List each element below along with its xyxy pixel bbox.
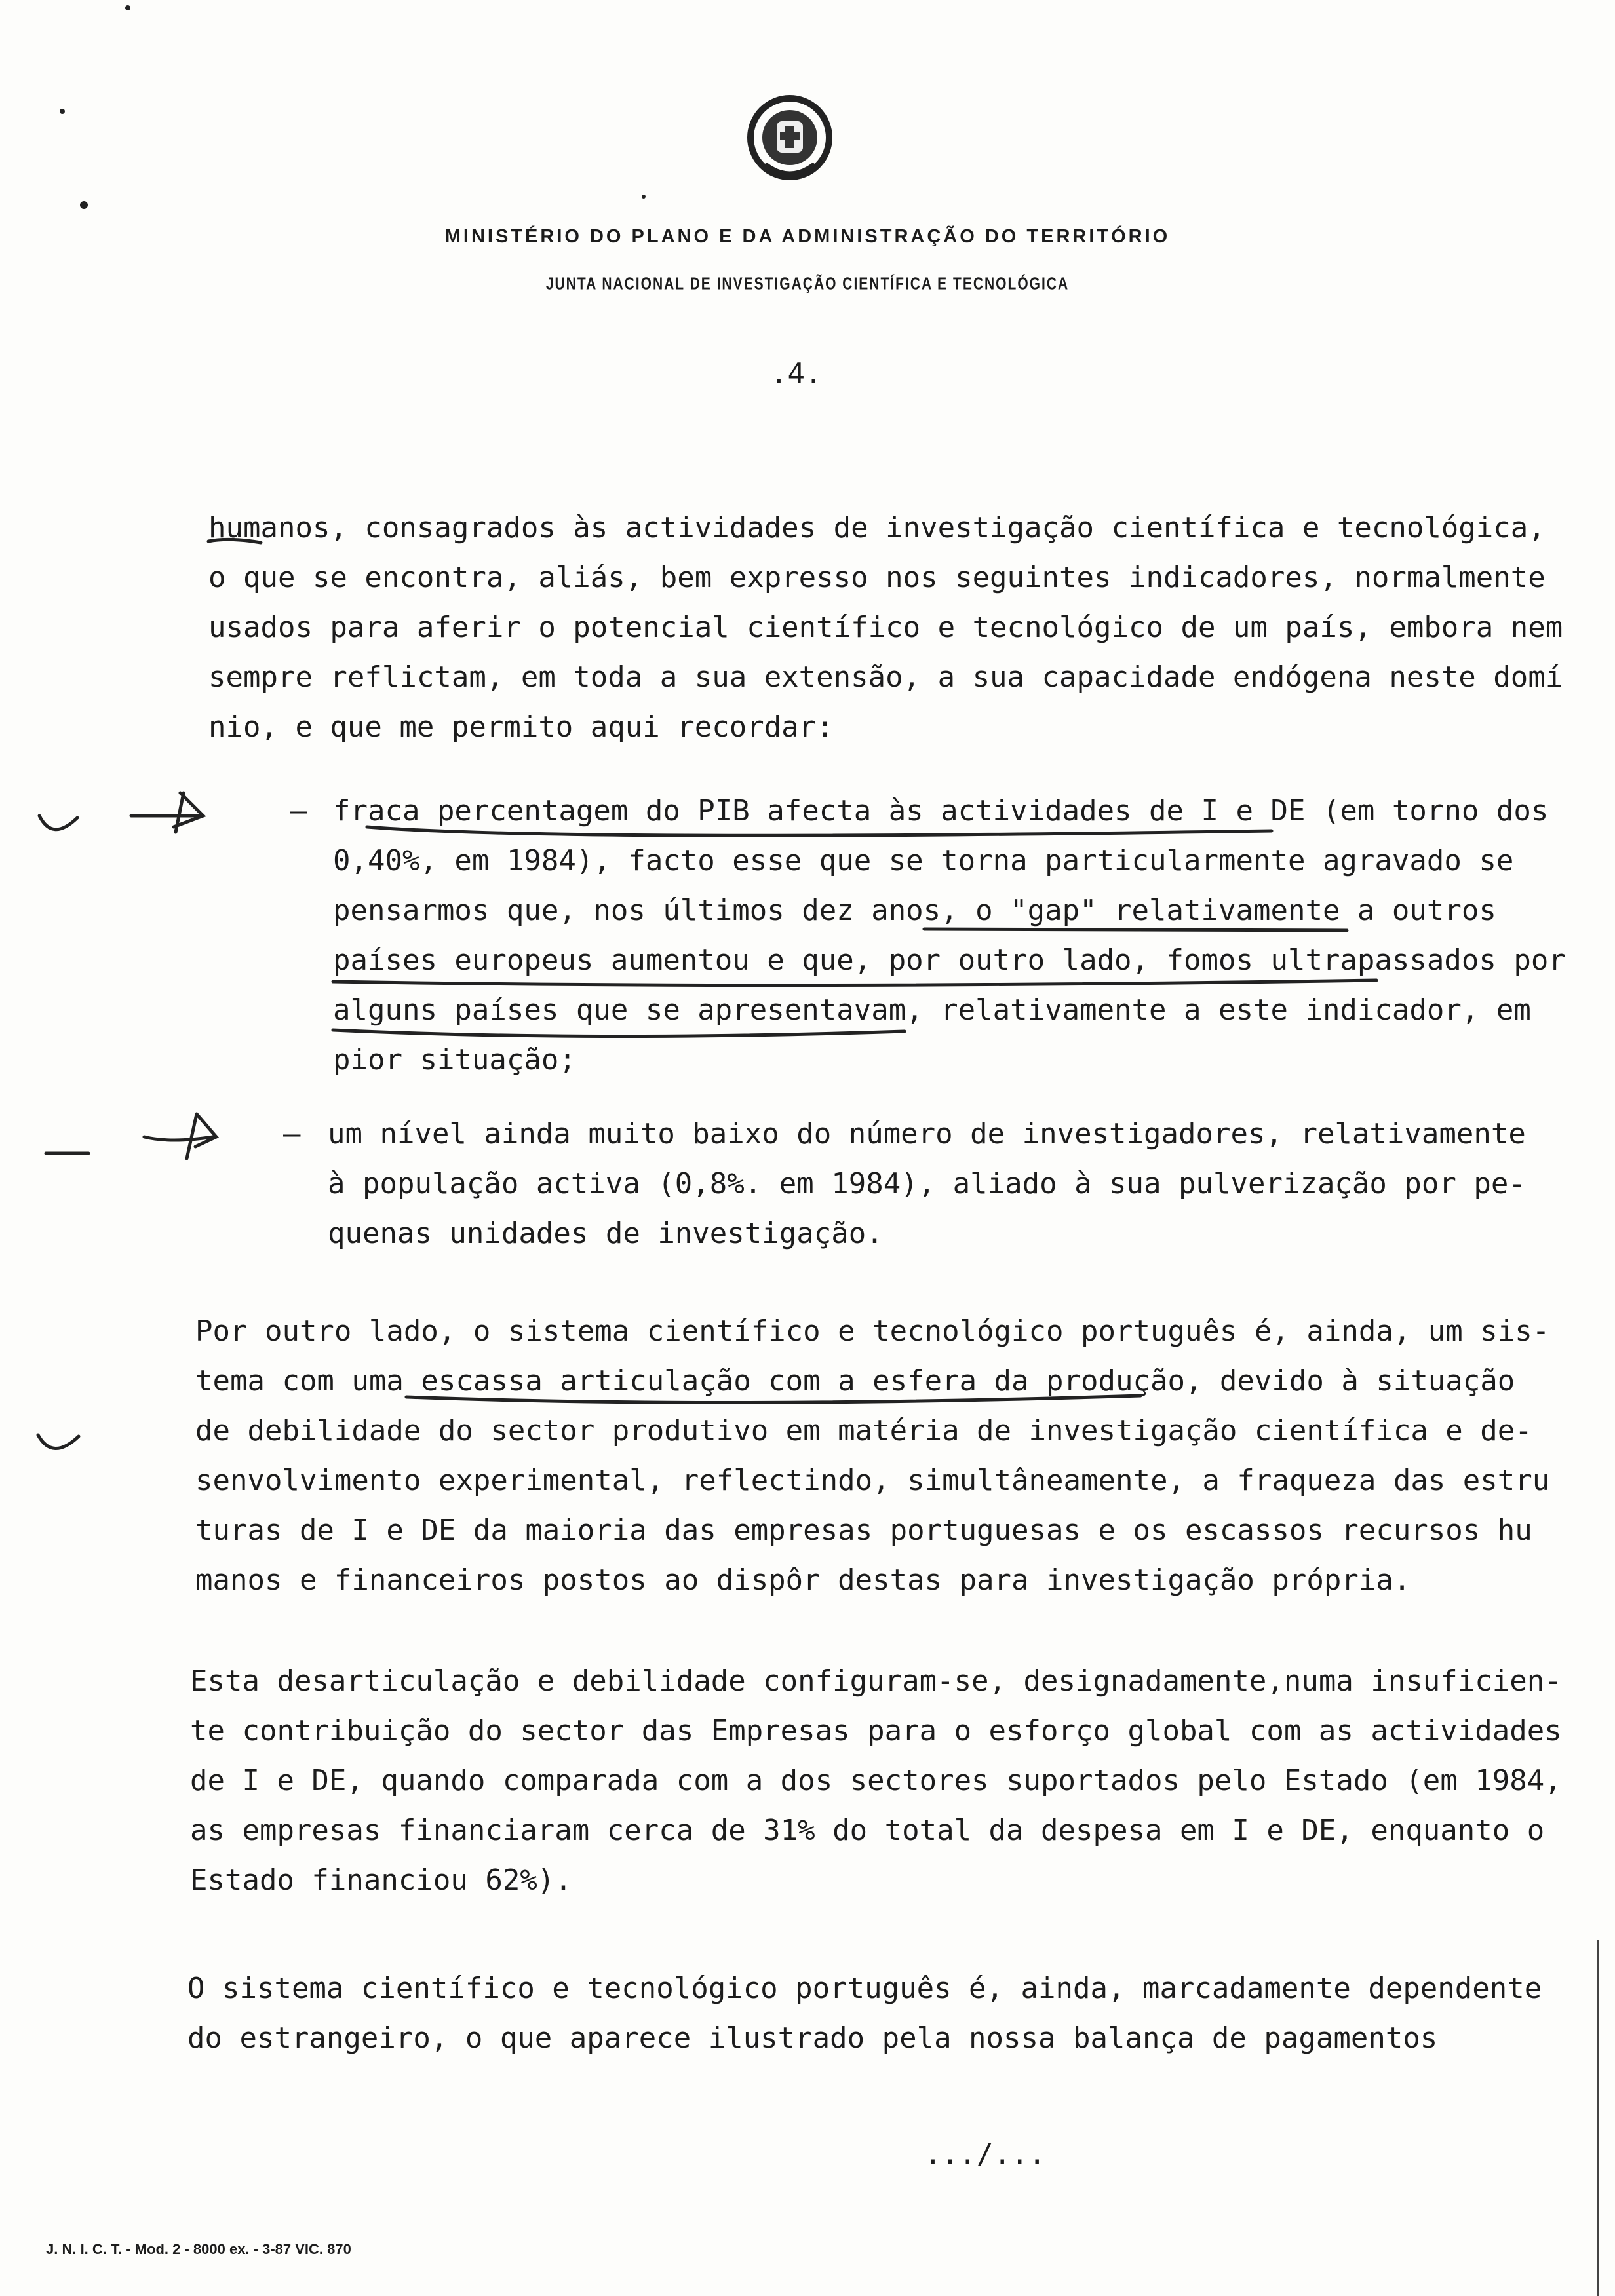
text-line: Por outro lado, o sistema científico e tecnológico português é, ainda, um sis-	[195, 1314, 1550, 1348]
page-number: .4.	[770, 357, 823, 391]
text-line: países europeus aumentou e que, por outro lado, fomos ultrapassados por	[333, 944, 1566, 977]
text-line: o que se encontra, aliás, bem expresso nos seguintes indicadores, normalmente	[208, 561, 1546, 594]
text-line: pior situação;	[333, 1043, 576, 1077]
text-line: à população activa (0,8%. em 1984), aliado à sua pulverização por pe-	[328, 1167, 1526, 1200]
bullet-dash: —	[283, 1117, 301, 1151]
junta-subheader: JUNTA NACIONAL DE INVESTIGAÇÃO CIENTÍFICA E TECNOLÓGICA	[545, 275, 1070, 294]
text-line: te contribuição do sector das Empresas para o esforço global com as actividades	[190, 1714, 1562, 1748]
text-line: de debilidade do sector produtivo em matéria de investigação científica e de-	[195, 1414, 1532, 1447]
text-line: as empresas financiaram cerca de 31% do total da despesa em I e DE, enquanto o	[190, 1814, 1545, 1847]
handwritten-arrow	[144, 1114, 216, 1158]
text-line: senvolvimento experimental, reflectindo, simultâneamente, a fraqueza das estru	[195, 1464, 1550, 1497]
continuation-mark: .../...	[924, 2137, 1046, 2171]
text-line: humanos, consagrados às actividades de investigação científica e tecnológica,	[208, 511, 1546, 545]
text-line: Estado financiou 62%).	[190, 1864, 572, 1897]
text-line: manos e financeiros postos ao dispôr destas para investigação própria.	[195, 1563, 1411, 1597]
bullet-dash: —	[290, 794, 307, 828]
text-line: de I e DE, quando comparada com a dos sectores suportados pelo Estado (em 1984,	[190, 1764, 1562, 1797]
bullet-2	[328, 1109, 1526, 1259]
bullet-1	[333, 786, 1566, 1085]
paragraph-2	[195, 1307, 1549, 1605]
text-line: tema com uma escassa articulação com a esfera da produção, devido à situação	[195, 1364, 1515, 1398]
handwritten-arrow	[131, 793, 203, 832]
scan-speck	[642, 195, 646, 199]
scan-speck	[80, 201, 88, 209]
coat-of-arms-seal	[741, 92, 839, 190]
form-footer: J. N. I. C. T. - Mod. 2 - 8000 ex. - 3-87 VIC. 870	[46, 2241, 351, 2257]
paragraph-4	[187, 1964, 1542, 2063]
text-line: um nível ainda muito baixo do número de investigadores, relativamente	[328, 1117, 1526, 1151]
text-line: usados para aferir o potencial científico e tecnológico de um país, embora nem	[208, 611, 1563, 644]
text-line: pensarmos que, nos últimos dez anos, o "gap" relativamente a outros	[333, 894, 1496, 927]
text-line: turas de I e DE da maioria das empresas portuguesas e os escassos recursos hu	[195, 1514, 1532, 1547]
paragraph-1	[208, 503, 1563, 752]
text-line: alguns países que se apresentavam, relativamente a este indicador, em	[333, 993, 1531, 1027]
text-line: do estrangeiro, o que aparece ilustrado pela nossa balança de pagamentos	[187, 2021, 1438, 2055]
text-line: Esta desarticulação e debilidade configuram-se, designadamente,numa insuficien-	[190, 1664, 1562, 1698]
text-line: sempre reflictam, em toda a sua extensão, a sua capacidade endógena neste domí	[208, 660, 1563, 694]
ministry-header: MINISTÉRIO DO PLANO E DA ADMINISTRAÇÃO DO TERRITÓRIO	[444, 226, 1171, 247]
text-line: O sistema científico e tecnológico português é, ainda, marcadamente dependente	[187, 1972, 1542, 2005]
text-line: quenas unidades de investigação.	[328, 1217, 884, 1250]
text-line: fraca percentagem do PIB afecta às actividades de I e DE (em torno dos	[333, 794, 1549, 828]
scan-speck	[60, 109, 65, 114]
text-line: nio, e que me permito aqui recordar:	[208, 710, 834, 744]
paragraph-3	[190, 1656, 1562, 1905]
handwritten-check	[38, 1435, 79, 1449]
handwritten-check	[39, 816, 77, 830]
text-line: 0,40%, em 1984), facto esse que se torna particularmente agravado se	[333, 844, 1514, 877]
scan-speck	[125, 5, 130, 10]
